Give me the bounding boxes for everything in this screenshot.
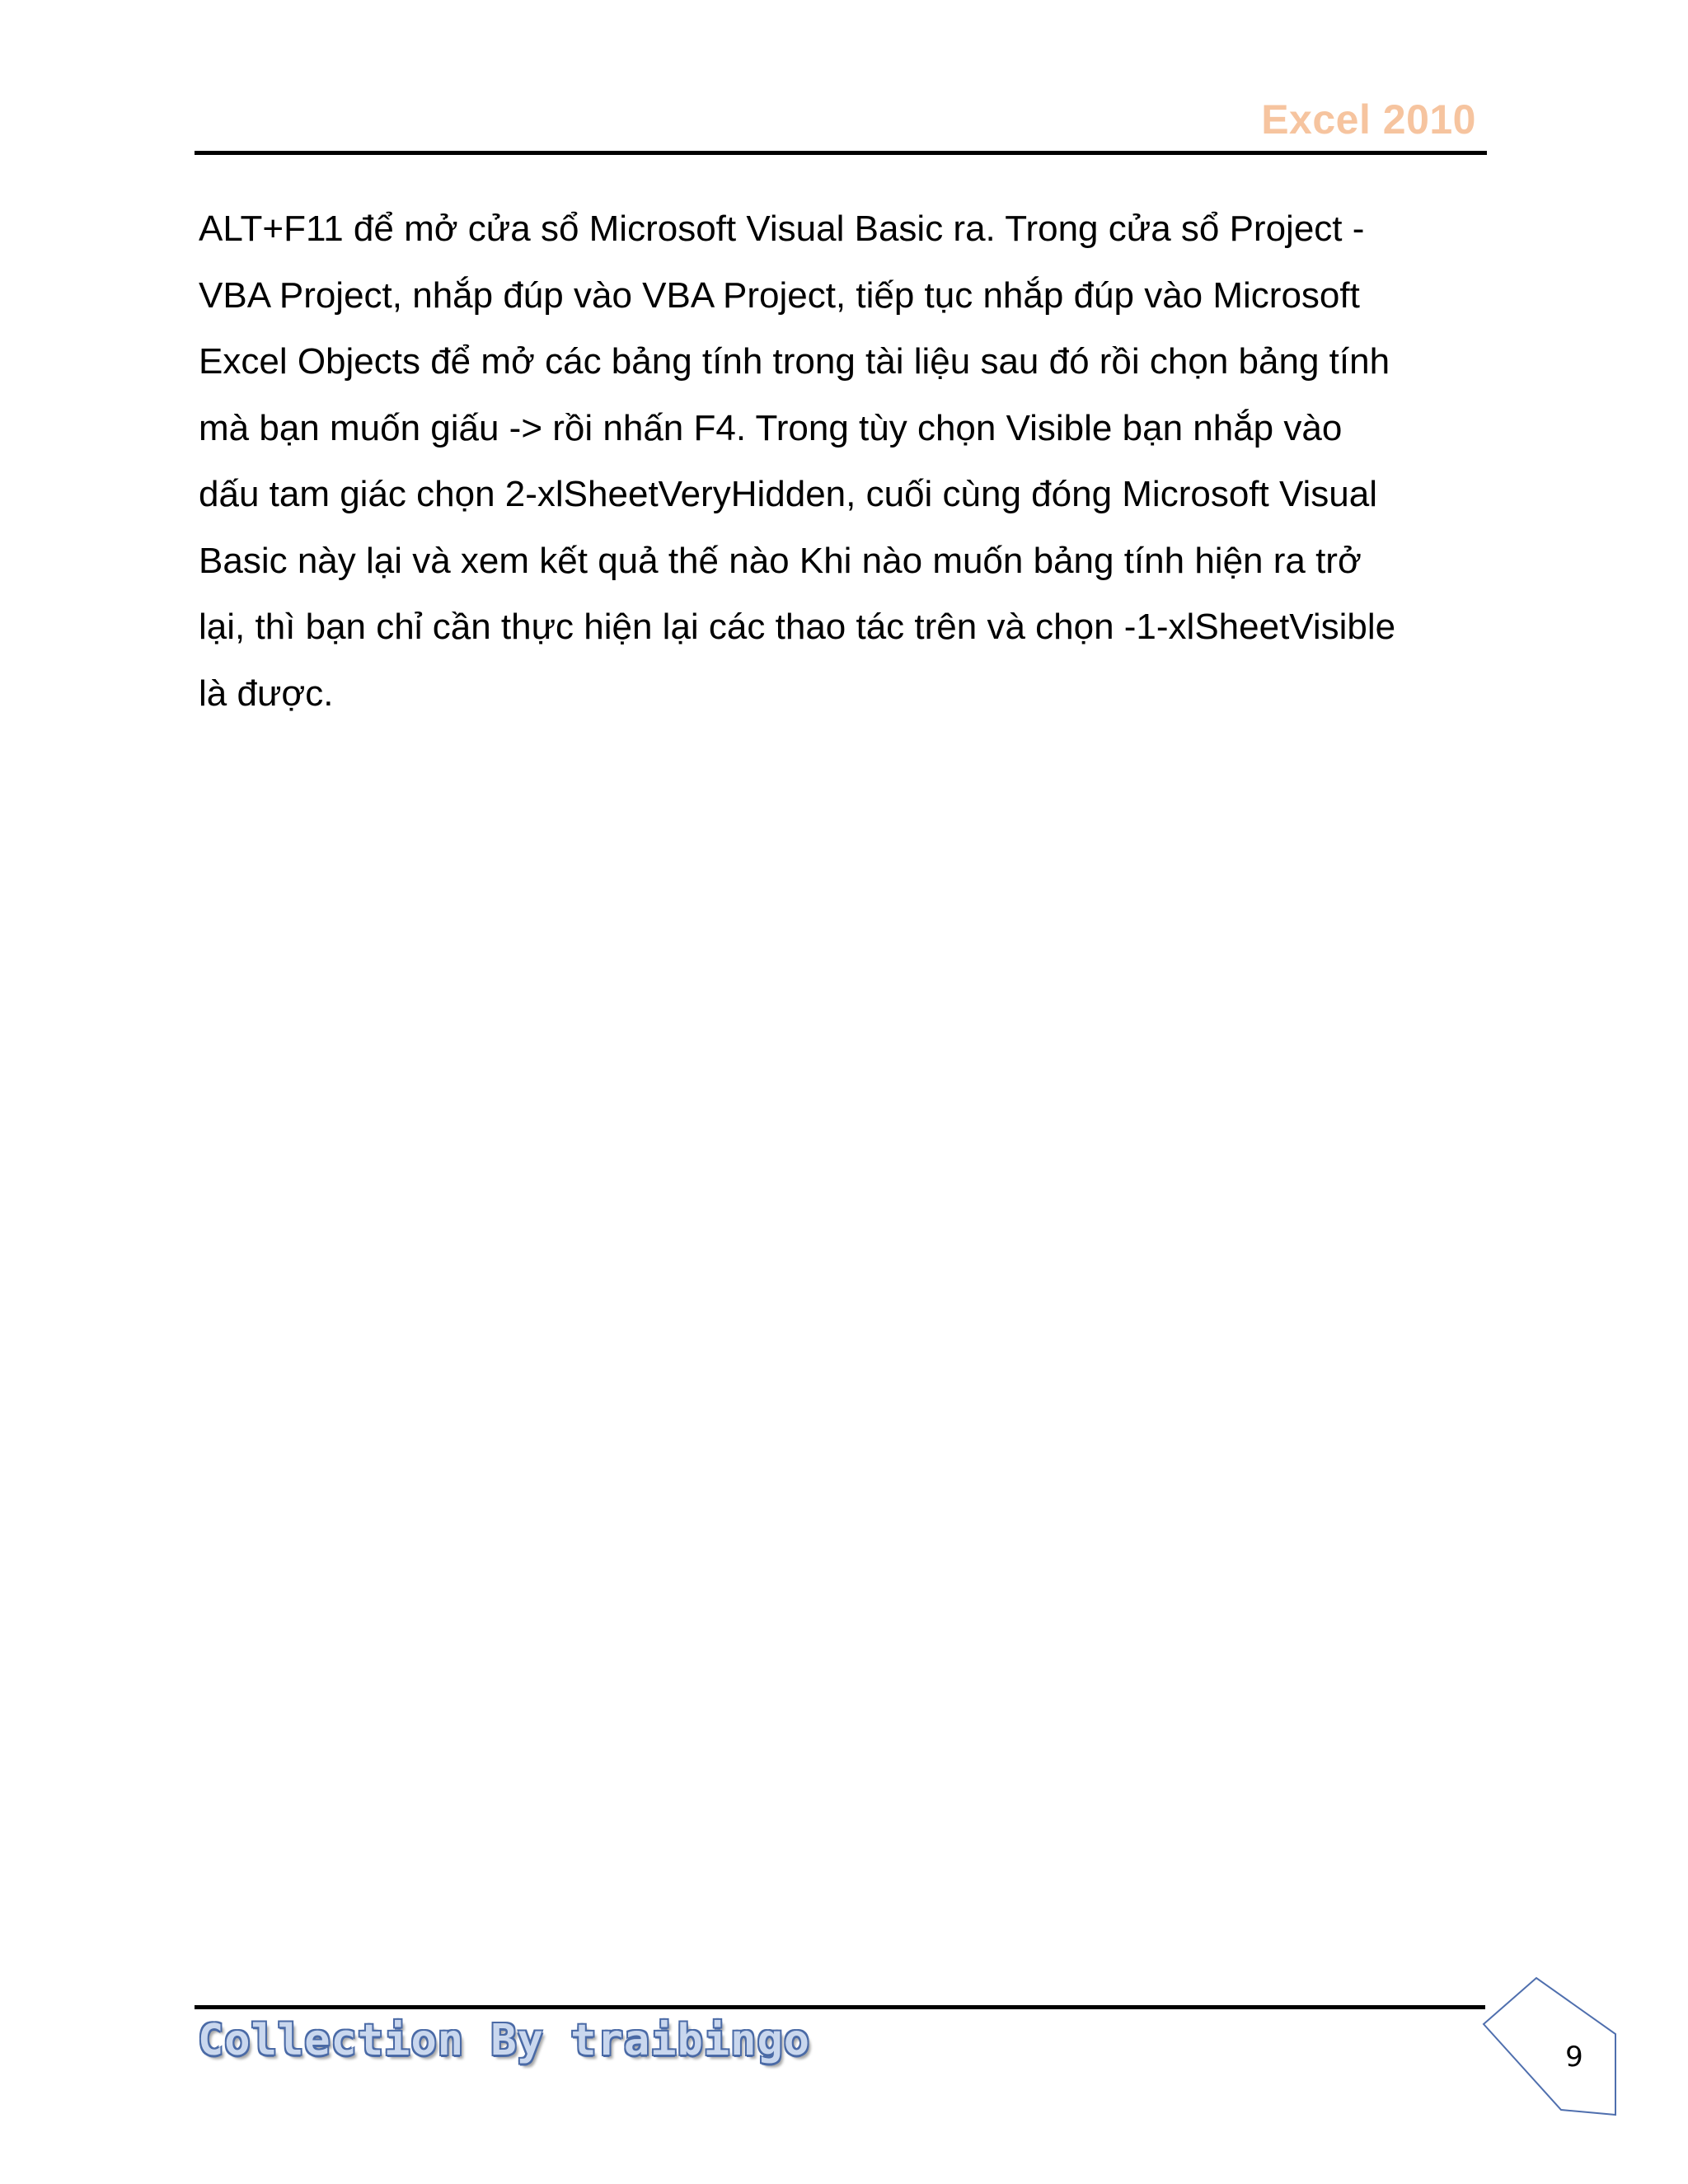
- body-line: dấu tam giác chọn 2-xlSheetVeryHidden, cuối cùng đóng Microsoft Visual: [199, 474, 1378, 514]
- header-title: Excel 2010: [1261, 96, 1476, 143]
- body-line: ALT+F11 để mở cửa sổ Microsoft Visual Basic ra. Trong cửa sổ Project -: [199, 209, 1365, 249]
- body-line: mà bạn muốn giấu -> rồi nhấn F4. Trong tùy chọn Visible bạn nhắp vào: [199, 407, 1343, 448]
- body-line: VBA Project, nhắp đúp vào VBA Project, tiếp tục nhắp đúp vào Microsoft: [199, 274, 1360, 316]
- body-line: là được.: [199, 673, 334, 714]
- header-rule: [195, 151, 1487, 155]
- body-line: Excel Objects để mở các bảng tính trong tài liệu sau đó rồi chọn bảng tính: [199, 341, 1390, 382]
- page-number: 9: [1565, 2041, 1583, 2074]
- body-paragraph: [199, 196, 1484, 727]
- footer-credit: Collection By traibingo: [198, 2016, 811, 2065]
- body-line: Basic này lại và xem kết quả thế nào Khi nào muốn bảng tính hiện ra trở: [199, 540, 1362, 581]
- body-line: lại, thì bạn chỉ cần thực hiện lại các thao tác trên và chọn -1-xlSheetVisible: [199, 607, 1396, 647]
- footer-rule: [195, 2005, 1485, 2009]
